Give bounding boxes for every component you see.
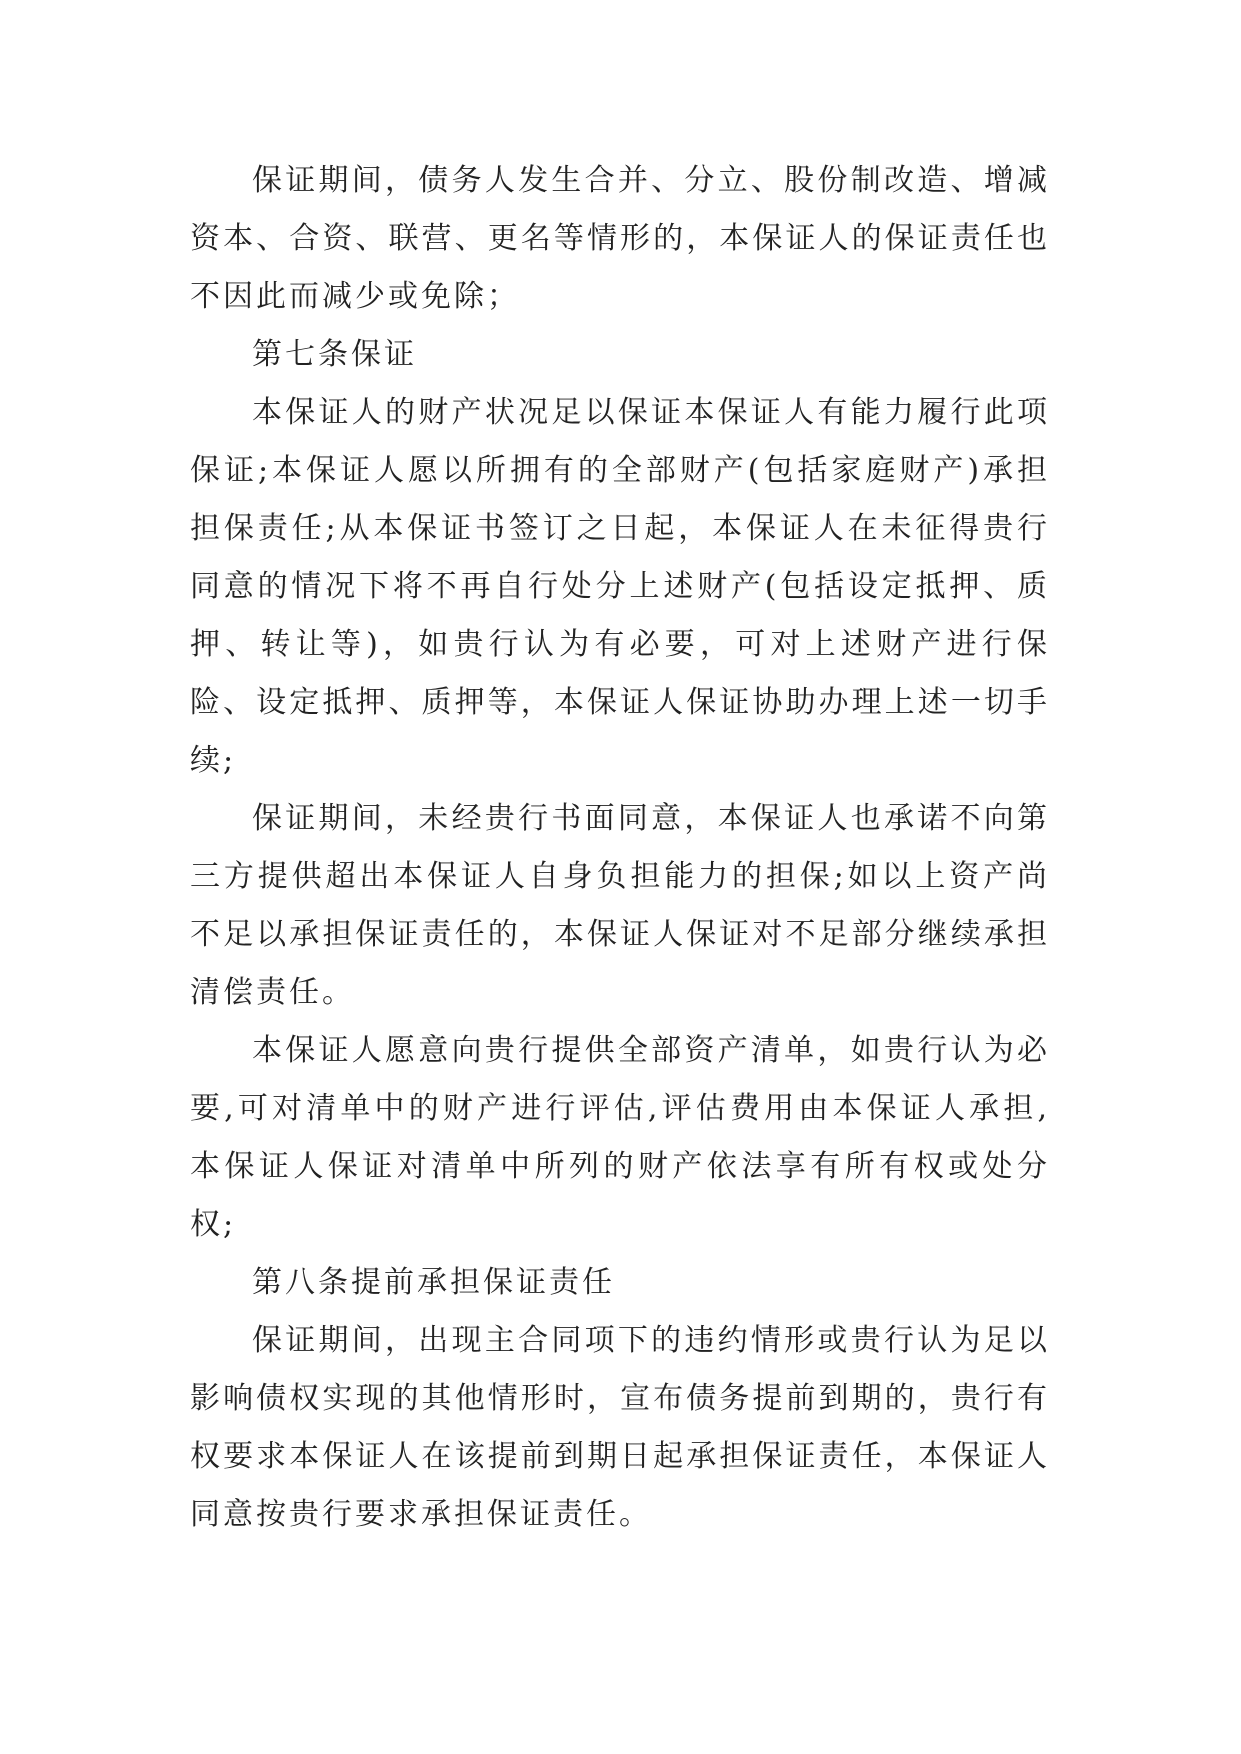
- paragraph-asset-list: 本保证人愿意向贵行提供全部资产清单，如贵行认为必要,可对清单中的财产进行评估,评估费用由本保证人承担,本保证人保证对清单中所列的财产依法享有所有权或处分权;: [190, 1033, 1050, 1242]
- article-8-heading: 第八条提前承担保证责任: [252, 1265, 615, 1300]
- paragraph-third-party-guarantee: 保证期间，未经贵行书面同意，本保证人也承诺不向第三方提供超出本保证人自身负担能力的担保;如以上资产尚不足以承担保证责任的，本保证人保证对不足部分继续承担清偿责任。: [190, 801, 1050, 1010]
- paragraph-property-guarantee: 本保证人的财产状况足以保证本保证人有能力履行此项保证;本保证人愿以所拥有的全部财产(包括家庭财产)承担担保责任;从本保证书签订之日起，本保证人在未征得贵行同意的情况下将不再自行处分上述财产(包括设定抵押、质押、转让等)，如贵行认为有必要，可对上述财产进行保险、设定抵押、质押等，本保证人保证协助办理上述一切手续;: [190, 395, 1050, 778]
- paragraph-early-liability: 保证期间，出现主合同项下的违约情形或贵行认为足以影响债权实现的其他情形时，宣布债务提前到期的，贵行有权要求本保证人在该提前到期日起承担保证责任，本保证人同意按贵行要求承担保证责任。: [190, 1323, 1050, 1532]
- paragraph-merger-clause: 保证期间，债务人发生合并、分立、股份制改造、增减资本、合资、联营、更名等情形的，本保证人的保证责任也不因此而减少或免除；: [190, 163, 1050, 314]
- article-7-heading: 第七条保证: [252, 337, 417, 372]
- document-page: [190, 152, 1050, 1544]
